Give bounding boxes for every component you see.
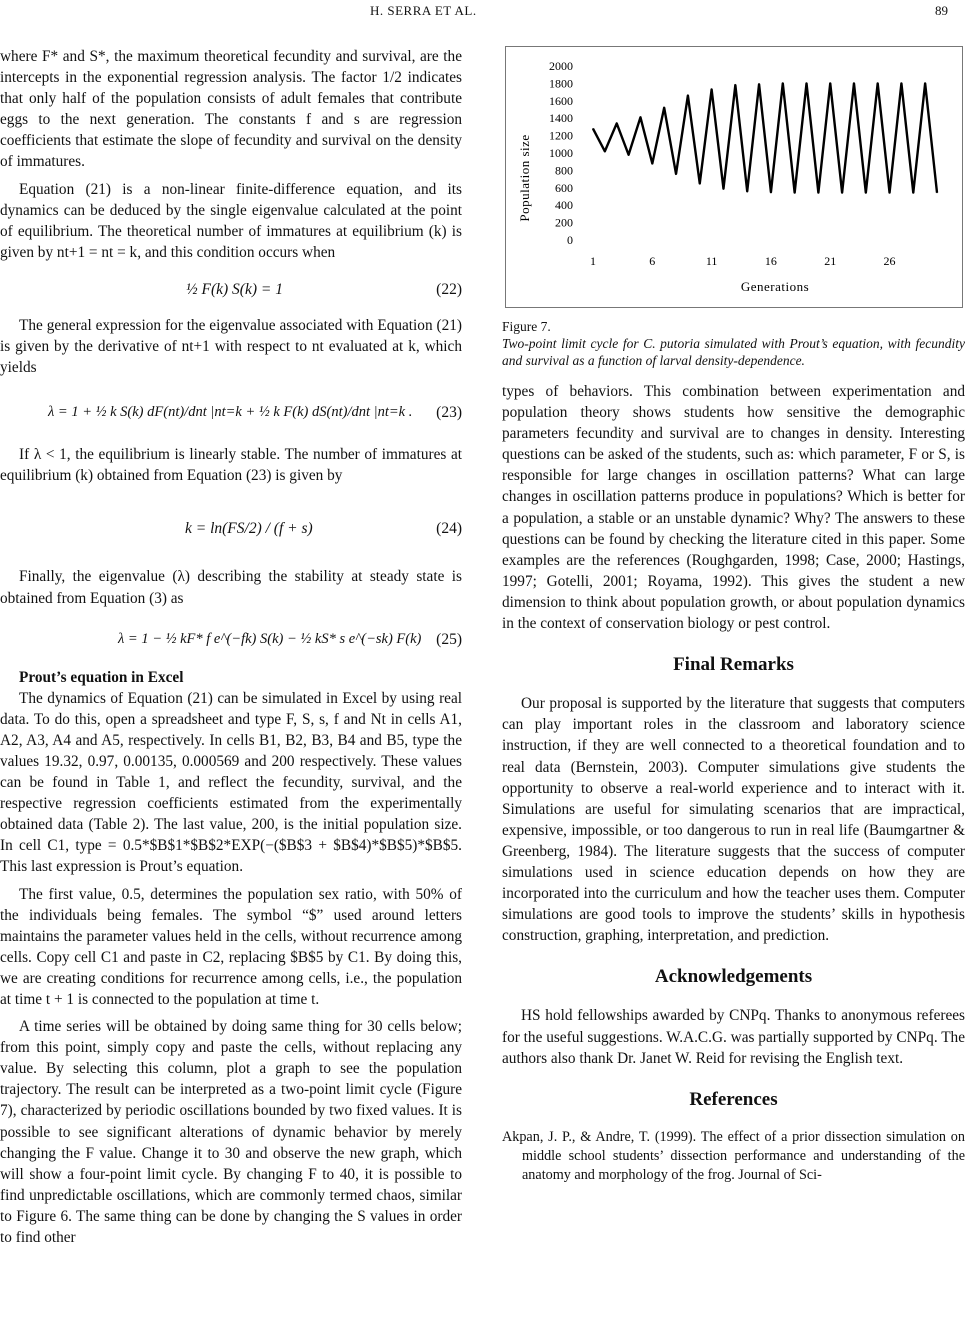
x-tick-label: 26 xyxy=(883,254,896,268)
running-title: H. SERRA ET AL. xyxy=(370,3,477,18)
x-tick-label: 6 xyxy=(649,254,656,268)
equation-23 xyxy=(0,384,462,444)
paragraph: The general expression for the eigenvalue associated with Equation (21) is given by the derivative of nt+1 with respect to nt evaluated at k, which yields xyxy=(0,316,462,377)
x-tick-label: 16 xyxy=(764,254,777,268)
paragraph: types of behaviors. This combination between experimentation and population theory shows students how sensitive the demographic parameters fecundity and survival are to changes in density. Interesting questions can be asked of the students, such as: which parameter, F or S, is responsible for large changes in oscillation patterns? What can large changes in oscillation patterns produce in populations? Which is better for a population, a stable or an unstable dynamic? Why? The answers to these questions can be found by checking the literature cited in this paper. Some examples are the references (Roughgarden, 1998; Case, 2000; Hastings, 1997; Gotelli, 2001; Royama, 1992). This gives the student a new dimension to think about population growth, or about population dynamics in the context of conservation biology or pest control. xyxy=(502,383,965,633)
y-tick-label: 1000 xyxy=(549,146,573,160)
left-column xyxy=(0,46,462,1254)
x-axis-label: Generations xyxy=(740,279,810,294)
paragraph: The dynamics of Equation (21) can be simulated in Excel by using real data. To do this, open a spreadsheet and type F, S, s, f and Nt in cells A1, A2, A3, A4 and A5, respectively. In cells B1, B2, B3, B4 and B5, type the values 19.32, 0.97, 0.00135, 0.000569 and 200 respectively. These values can be found in Table 1, and reflect the fecundity, survival, and the respective regression coefficients estimated from the experimentally obtained data (Table 2). The last value, 200, is the initial population size. In cell C1, type = 0.5*$B$1*$B$2*EXP(−($B$3 + $B$4)*$B$5)*$B$5. This last expression is Prout’s equation. xyxy=(0,689,462,876)
reference-entry: Akpan, J. P., & Andre, T. (1999). The effect of a prior dissection simulation on middle school students’ dissection performance and understanding of the anatomy and morphology of the frog. Journal of Sci- xyxy=(502,1128,965,1183)
paragraph: If λ < 1, the equilibrium is linearly stable. The number of immatures at equilibrium (k) obtained from Equation (23) is given by xyxy=(0,446,462,485)
equation-25 xyxy=(0,615,462,667)
section-heading-final-remarks: Final Remarks xyxy=(673,654,794,676)
equation-text: k = ln(FS/2) / (f + s) xyxy=(185,520,313,538)
equation-22 xyxy=(0,269,462,315)
equation-24 xyxy=(0,492,462,566)
equation-text: λ = 1 + ½ k S(k) dF(nt)/dnt |nt=k + ½ k F(k) dS(nt)/dnt |nt=k . xyxy=(48,404,413,421)
paragraph: Equation (21) is a non-linear finite-difference equation, and its dynamics can be deduced by the single eigenvalue calculated at the point of equilibrium. The theoretical number of immatures at equilibrium (k) is given by nt+1 = nt = k, and this condition occurs when xyxy=(0,180,462,261)
figure-label: Figure 7. xyxy=(502,319,551,334)
section-heading-references: References xyxy=(689,1088,778,1110)
y-tick-label: 0 xyxy=(567,233,573,247)
y-tick-label: 200 xyxy=(555,215,573,230)
section-heading-prout: Prout’s equation in Excel xyxy=(19,668,184,686)
x-tick-label: 11 xyxy=(705,254,718,268)
y-tick-label: 2000 xyxy=(549,59,573,73)
y-tick-label: 600 xyxy=(555,180,573,195)
paragraph: where F* and S*, the maximum theoretical fecundity and survival, are the intercepts in the exponential regression analysis. The factor 1/2 indicates that only half of the population consists of adult females that contribute eggs to the next generation. The constants f and s are regression coefficients that estimate the slope of fecundity and survival on the density of immatures. xyxy=(0,48,462,171)
paragraph: The first value, 0.5, determines the population sex ratio, with 50% of the individuals being females. The symbol “$” used around letters maintains the parameter values held in the cells, without recurrence among cells. Copy cell C1 and paste in C2, replacing $B$5 by C1. By doing this, we are creating conditions for recurrence among cells, i.e., the population at time t + 1 is connected to the population at time t. xyxy=(0,885,462,1008)
section-heading-acknowledgements: Acknowledgements xyxy=(654,966,813,988)
y-tick-label: 1400 xyxy=(549,111,573,126)
equation-text: ½ F(k) S(k) = 1 xyxy=(186,280,283,298)
figure-caption: Two-point limit cycle for C. putoria simulated with Prout’s equation, with fecundity and survival as a function of larval density-dependence. xyxy=(502,336,965,368)
y-axis-label: Population size xyxy=(517,134,532,222)
right-column xyxy=(502,0,965,1328)
page-number: 89 xyxy=(935,3,948,18)
equation-text: λ = 1 − ½ kF* f e^(−fk) S(k) − ½ kS* s e^(−sk) F(k) xyxy=(118,630,422,647)
paragraph: A time series will be obtained by doing same thing for 30 cells below; from this point, simply copy and paste the cells, without replacing any value. By selecting this column, plot a graph to see the population trajectory. The result can be interpreted as a two-point limit cycle (Figure 7), characterized by periodic oscillations bounded by two fixed values. It is possible to see significant alterations of dynamic behavior by merely changing the F value. Change it to 30 and observe the new graph, which will show a four-point limit cycle. By changing F to 40, it is possible to find unpredictable oscillations, which are commonly termed chaos, similar to Figure 6. The same thing can be done by changing the S values in order to find other xyxy=(0,1018,462,1247)
x-tick-label: 1 xyxy=(590,254,596,268)
equation-number: (23) xyxy=(436,404,462,422)
y-tick-label: 1800 xyxy=(549,76,573,91)
equation-number: (24) xyxy=(436,520,462,538)
y-tick-label: 1200 xyxy=(549,128,573,143)
y-tick-label: 800 xyxy=(555,163,573,178)
equation-number: (25) xyxy=(436,630,462,648)
y-tick-label: 400 xyxy=(555,198,573,213)
x-tick-label: 21 xyxy=(824,254,837,268)
equation-number: (22) xyxy=(436,280,462,298)
paragraph: Our proposal is supported by the literature that suggests that computers can play important roles in the classroom and laboratory science instruction, if they are well connected to a theoretical foundation and to real data (Bernstein, 2003). Computer simulations give students the opportunity to observe a real-world experience and to interact with it. Simulations are useful for simulating scenarios that are impractical, expensive, impossible, or too dangerous to run in real life (Baumgartner & Greenberg, 1984). The literature suggests that the success of computer simulations used in science education depends on how they are incorporated into the curriculum and how the teacher uses them. Computer simulations are good tools to improve the students’ skills in hypothesis construction, graphing, interpretation, and prediction. xyxy=(502,695,965,945)
y-tick-label: 1600 xyxy=(549,93,573,108)
paragraph: Finally, the eigenvalue (λ) describing the stability at steady state is obtained from Equation (3) as xyxy=(0,568,462,607)
paragraph: HS hold fellowships awarded by CNPq. Thanks to anonymous referees for the useful suggestions. W.A.C.G. was partially supported by CNPq. The authors also thank Dr. Janet W. Reid for revising the English text. xyxy=(502,1007,965,1067)
